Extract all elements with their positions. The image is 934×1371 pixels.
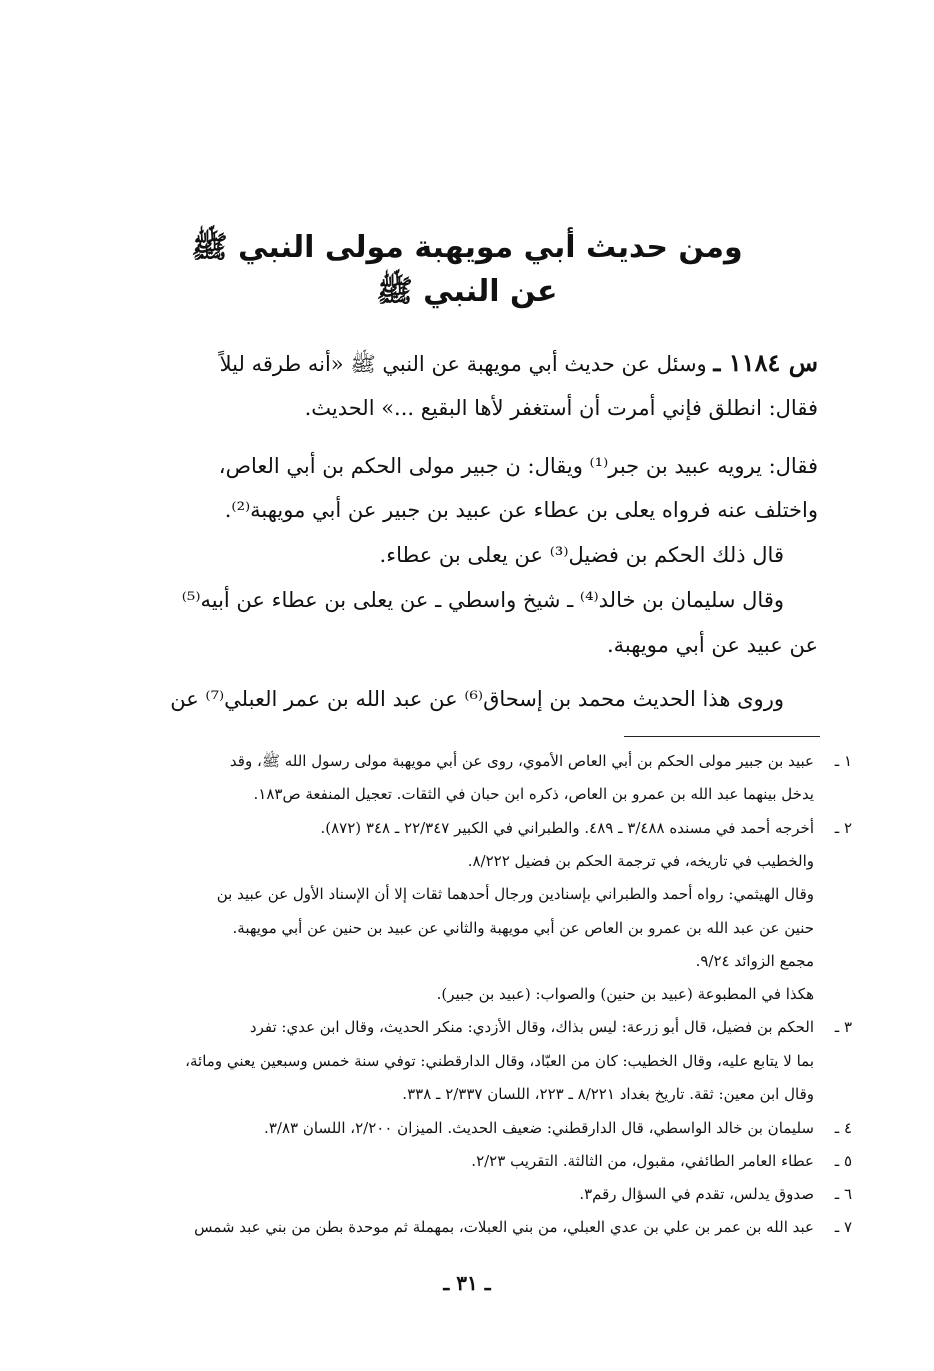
footnote-text: وقال الهيثمي: رواه أحمد والطبراني بإسنادين ورجال أحدهما ثقات إلا أن الإسناد الأول عن عبيد بن: [216, 885, 814, 903]
footnote-text: صدوق يدلس، تقدم في السؤال رقم٣.: [579, 1185, 814, 1203]
chapter-title-line-2: عن النبي ﷺ: [376, 274, 558, 309]
question-line-1: [118, 348, 818, 379]
footnote-line: [132, 783, 852, 805]
footnote-text: الحكم بن فضيل، قال أبو زرعة: ليس بذاك، وقال الأزدي: منكر الحديث، وقال ابن عدي: تفرد: [249, 1018, 814, 1036]
page-number: ـ ٣١ ـ: [443, 1271, 491, 1295]
footnote-line: [132, 750, 852, 772]
footnote-line: [132, 1117, 852, 1139]
footnote-text: مجمع الزوائد ٩/٢٤.: [695, 952, 814, 970]
footnote-line: [132, 1183, 852, 1205]
question-text: وسئل عن حديث أبي مويهبة عن النبي ﷺ «أنه طرقه ليلاً: [219, 352, 707, 376]
answer-line-1: فقال: يرويه عبيد بن جبر⁽¹⁾ ويقال: ن جبير مولى الحكم بن أبي العاص،: [218, 454, 818, 478]
footnote-number: ٦ ـ: [834, 1185, 852, 1203]
footnote-text: وقال ابن معين: ثقة. تاريخ بغداد ٨/٢٢١ ـ ٢٢٣، اللسان ٢/٣٣٧ ـ ٣٣٨.: [402, 1085, 814, 1103]
footnote-number: ٧ ـ: [834, 1218, 852, 1236]
footnote-number: ٤ ـ: [834, 1119, 852, 1137]
footnote-number: ٥ ـ: [834, 1152, 852, 1170]
footnote-text: والخطيب في تاريخه، في ترجمة الحكم بن فضيل ٨/٢٢٢.: [467, 852, 814, 870]
footnote-text: يدخل بينهما عبد الله بن عمرو بن العاص، ذكره ابن حبان في الثقات. تعجيل المنفعة ص١٨٣.: [253, 785, 814, 803]
footnote-line: [132, 1083, 852, 1105]
answer-line-5: عن عبيد عن أبي مويهبة.: [606, 633, 818, 657]
answer-line-2: واختلف عنه فرواه يعلى بن عطاء عن عبيد بن جبير عن أبي مويهبة⁽²⁾.: [224, 498, 818, 522]
question-number: س ١١٨٤ ـ: [713, 348, 818, 377]
answer-line-6: وروى هذا الحديث محمد بن إسحاق⁽⁶⁾ عن عبد الله بن عمر العبلي⁽⁷⁾ عن: [170, 687, 784, 711]
footnote-text: بما لا يتابع عليه، وقال الخطيب: كان من العبّاد، وقال الدارقطني: توفي سنة خمس وسبعين يعني ومائة،: [185, 1052, 814, 1070]
footnote-line: [132, 850, 852, 872]
footnote-line: [132, 1216, 852, 1238]
footnote-text: هكذا في المطبوعة (عبيد بن حنين) والصواب: (عبيد بن جبير).: [436, 985, 814, 1003]
footnote-number: ١ ـ: [834, 752, 852, 770]
footnote-line: [132, 917, 852, 939]
answer-line-3: قال ذلك الحكم بن فضيل⁽³⁾ عن يعلى بن عطاء.: [379, 543, 784, 567]
footnote-text: سليمان بن خالد الواسطي، قال الدارقطني: ضعيف الحديث. الميزان ٢/٢٠٠، اللسان ٣/٨٣.: [264, 1119, 814, 1137]
footnote-text: أخرجه أحمد في مسنده ٣/٤٨٨ ـ ٤٨٩. والطبراني في الكبير ٢٢/٣٤٧ ـ ٣٤٨ (٨٧٢).: [320, 819, 814, 837]
chapter-title-line-1: ومن حديث أبي مويهبة مولى النبي ﷺ: [191, 230, 743, 265]
footnote-line: [132, 883, 852, 905]
footnote-line: [132, 983, 852, 1005]
footnote-text: عبد الله بن عمر بن علي بن عدي العبلي، من بني العبلات، بمهملة ثم موحدة بطن من بني عبد شمس: [194, 1218, 814, 1236]
footnote-line: [132, 817, 852, 839]
footnote-line: [132, 1016, 852, 1038]
footnote-line: [132, 1050, 852, 1072]
footnote-line: [132, 1150, 852, 1172]
footnote-text: حنين عن عبد الله بن عمرو بن العاص عن أبي مويهبة والثاني عن عبيد بن حنين عن أبي مويهبة.: [232, 919, 814, 937]
footnote-line: [132, 950, 852, 972]
footnote-number: ٢ ـ: [834, 819, 852, 837]
question-line-2: فقال: انطلق فإني أمرت أن أستغفر لأها البقيع ...» الحديث.: [304, 396, 818, 420]
footnote-number: ٣ ـ: [834, 1018, 852, 1036]
footnote-text: عبيد بن جبير مولى الحكم بن أبي العاص الأموي، روى عن أبي مويهبة مولى رسول الله ﷺ، وقد: [229, 752, 814, 770]
answer-line-4: وقال سليمان بن خالد⁽⁴⁾ ـ شيخ واسطي ـ عن يعلى بن عطاء عن أبيه⁽⁵⁾: [181, 588, 784, 612]
footnote-separator: [624, 736, 820, 737]
footnote-text: عطاء العامر الطائفي، مقبول، من الثالثة. التقريب ٢/٢٣.: [471, 1152, 814, 1170]
